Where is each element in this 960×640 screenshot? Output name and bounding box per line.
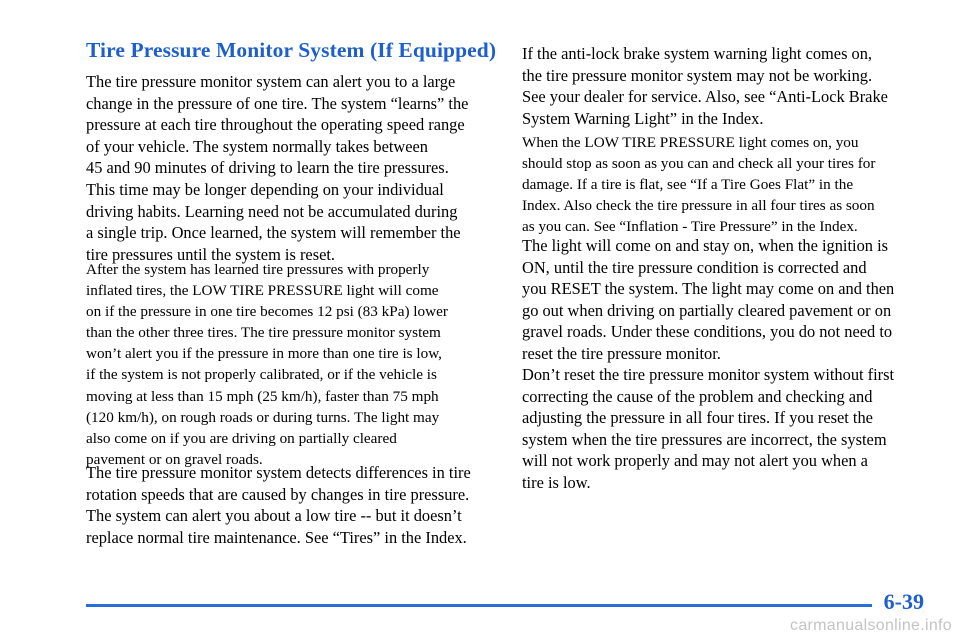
section-heading: Tire Pressure Monitor System (If Equipped) [86,38,497,62]
paragraph-learning: The tire pressure monitor system can alert you to a large change in the pressure of one tire. The system “learns” the pressure at each tire throughout the operating speed range of your vehicle. The system normally takes between 45 and 90 minutes of driving to learn the tire pressures. This time may be longer depending on your individual driving habits. Learning need not be accumulated during a single trip. Once learned, the system will remember the tire pressures until the system is reset. [86,72,469,264]
paragraph-detection: The tire pressure monitor system detects differences in tire rotation speeds that are caused by changes in tire pressure. The system can alert you about a low tire -- but it doesn’t replace normal tire maintenance. See “Tires” in the Index. [86,463,471,547]
page-number: 6-39 [883,589,924,614]
paragraph-reset-warning: Don’t reset the tire pressure monitor system without first correcting the cause of the problem and checking and adjusting the pressure in all four tires. If you reset the system when the tire pressures are incorrect, the system will not work properly and may not alert you when a tire is low. [522,365,895,492]
watermark-text: carmanualsonline.info [790,617,952,634]
paragraph-light-stays-on: The light will come on and stay on, when the ignition is ON, until the tire pressure condition is corrected and you RESET the system. The light may come on and then go out when driving on partially cleared pavement or on gravel roads. Under these conditions, you do not need to reset the tire pressure monitor. [522,236,895,363]
paragraph-light-comes-on: When the LOW TIRE PRESSURE light comes on, you should stop as soon as you can and check all your tires for damage. If a tire is flat, see “If a Tire Goes Flat” in the Index. Also check the tire pressure in all four tires as soon as you can. See “Inflation - Tire Pressure” in the Index. [522,134,876,236]
paragraph-antilock-warning: If the anti-lock brake system warning light comes on, the tire pressure monitor system may not be working. See your dealer for service. Also, see “Anti-Lock Brake System Warning Light” in the Index. [522,44,888,128]
footer-rule [86,604,872,607]
paragraph-low-tire-alert: After the system has learned tire pressures with properly inflated tires, the LOW TIRE PRESSURE light will come on if the pressure in one tire becomes 12 psi (83 kPa) lower than the other three tires. The tire pressure monitor system won’t alert you if the pressure in more than one tire is low, if the system is not properly calibrated, or if the vehicle is moving at less than 15 mph (25 km/h), faster than 75 mph (120 km/h), on rough roads or during turns. The light may also come on if you are driving on partially cleared pavement or on gravel roads. [86,261,448,468]
